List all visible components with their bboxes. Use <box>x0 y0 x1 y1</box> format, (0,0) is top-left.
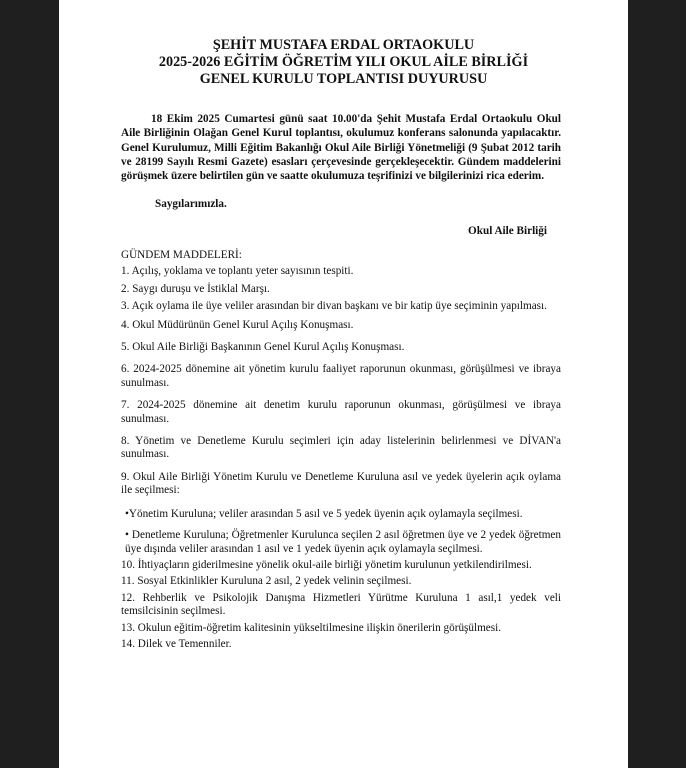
agenda-sub-item: • Denetleme Kuruluna; Öğretmenler Kurulunca seçilen 2 asıl öğretmen üye ve 2 yedek öğretmen üye dışında veliler arasından 1 asıl ve 1 yedek üyenin açık oylamayla seçilmesi. <box>125 529 561 555</box>
agenda-item: 1. Açılış, yoklama ve toplantı yeter sayısının tespiti. <box>121 265 354 278</box>
agenda-item: 6. 2024-2025 dönemine ait yönetim kurulu faaliyet raporunun okunması, görüşülmesi ve ibraya sunulması. <box>121 363 561 389</box>
document-page <box>59 0 628 768</box>
agenda-item: 14. Dilek ve Temenniler. <box>121 637 232 650</box>
agenda-item: 3. Açık oylama ile üye veliler arasından bir divan başkanı ve bir katip üye seçiminin yapılması. <box>121 300 547 313</box>
agenda-item: 12. Rehberlik ve Psikolojik Danışma Hizmetleri Yürütme Kuruluna 1 asıl,1 yedek veli temsilcisinin seçilmesi. <box>121 591 561 618</box>
meeting-heading: GENEL KURULU TOPLANTISI DUYURUSU <box>199 71 488 87</box>
agenda-item: 7. 2024-2025 dönemine ait denetim kurulu raporunun okunması, görüşülmesi ve ibraya sunulması. <box>121 399 561 425</box>
agenda-item: 2. Saygı duruşu ve İstiklal Marşı. <box>121 282 270 295</box>
agenda-item: 9. Okul Aile Birliği Yönetim Kurulu ve Denetleme Kuruluna asıl ve yedek üyelerin açık oylama ile seçilmesi: <box>121 470 561 497</box>
agenda-heading: GÜNDEM MADDELERİ: <box>121 249 242 261</box>
agenda-item: 13. Okulun eğitim-öğretim kalitesinin yükseltilmesine ilişkin önerilerin görüşülmesi. <box>121 621 502 634</box>
announcement-text: 18 Ekim 2025 Cumartesi günü saat 10.00'da Şehit Mustafa Erdal Ortaokulu Okul Aile Birliğinin Olağan Genel Kurul toplantısı, okulumuz konferans salonunda yapılacaktır. Genel Kurulumuz, Milli Eğitim Bakanlığı Okul Aile Birliği Yönetmeliği (9 Şubat 2012 tarih ve 28199 Sayılı Resmi Gazete) esasları çerçevesinde gerçekleşecektir. Gündem maddelerini görüşmek üzere belirtilen gün ve saatte okulumuza teşrifinizi ve bilgilerinizi rica ederim. <box>121 113 561 183</box>
school-name-heading: ŞEHİT MUSTAFA ERDAL ORTAOKULU <box>212 37 475 53</box>
agenda-item: 11. Sosyal Etkinlikler Kuruluna 2 asıl, 2 yedek velinin seçilmesi. <box>121 575 412 588</box>
agenda-item: 5. Okul Aile Birliği Başkanının Genel Kurul Açılış Konuşması. <box>121 341 405 354</box>
agenda-section <box>121 249 561 651</box>
signature-text: Okul Aile Birliği <box>468 225 547 237</box>
regards-text: Saygılarımızla. <box>155 198 227 210</box>
agenda-item: 10. İhtiyaçların giderilmesine yönelik okul-aile birliği yönetim kurulunun yetkilendirilmesi. <box>121 558 532 571</box>
announcement-paragraph <box>121 112 561 183</box>
document-title <box>59 37 628 88</box>
agenda-item: 8. Yönetim ve Denetleme Kurulu seçimleri için aday listelerinin belirlenmesi ve DİVAN'a sunulması. <box>121 435 561 461</box>
agenda-sub-item: •Yönetim Kuruluna; veliler arasından 5 asıl ve 5 yedek üyenin açık oylamayla seçilmesi. <box>125 507 523 520</box>
year-heading: 2025-2026 EĞİTİM ÖĞRETİM YILI OKUL AİLE BİRLİĞİ <box>158 54 529 70</box>
agenda-item: 4. Okul Müdürünün Genel Kurul Açılış Konuşması. <box>121 318 354 331</box>
